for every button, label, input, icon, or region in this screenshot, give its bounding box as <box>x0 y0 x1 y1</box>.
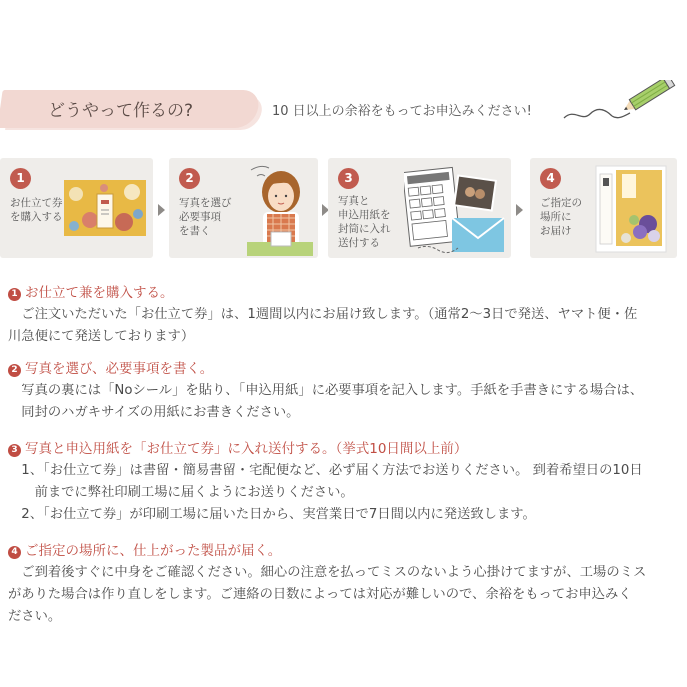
step-bullet: 3 <box>8 444 21 457</box>
step-label: お仕立て券 を購入する <box>10 197 63 223</box>
step-detail-heading-text: ご指定の場所に、仕上がった製品が届く。 <box>25 543 282 559</box>
arrow-right-icon <box>158 204 165 216</box>
step-label: ご指定の 場所に お届け <box>540 197 582 237</box>
step-bullet: 4 <box>8 546 21 559</box>
step-card-2 <box>169 158 318 258</box>
step-bullet: 2 <box>8 364 21 377</box>
step-detail-line: ご注文いただいた「お仕立て券」は、1週間以内にお届け致します。（通常2〜3日で発送、ヤマト便・佐 <box>8 307 638 322</box>
finished-product-illustration <box>594 164 668 254</box>
step-detail-heading-text: お仕立て兼を購入する。 <box>25 285 174 301</box>
section-subtitle: 10 日以上の余裕をもってお申込みください! <box>272 104 532 119</box>
arrow-right-icon <box>516 204 523 216</box>
step-detail-line: 2、「お仕立て券」が印刷工場に届いた日から、実営業日で7日間以内に発送致します。 <box>8 507 536 522</box>
step-detail-line: 写真の裏には「Noシール」を貼り、「申込用紙」に必要事項を記入します。手紙を手書きにする場合は、 <box>8 383 644 398</box>
step-number: 3 <box>338 168 359 189</box>
step-detail-line: 同封のハガキサイズの用紙にお書きください。 <box>8 405 300 420</box>
step-detail-heading <box>8 438 680 460</box>
step-detail-line: ご到着後すぐに中身をご確認ください。細心の注意を払ってミスのないよう心掛けてますが、工場のミス <box>8 565 647 580</box>
step-detail-heading <box>8 540 680 562</box>
step-card-1 <box>0 158 153 258</box>
step-detail-line: 1、「お仕立て券」は書留・簡易書留・宅配便など、必ず届く方法でお送りください。 到着希望日の10日 <box>8 463 643 478</box>
process-steps <box>0 158 687 262</box>
step-detail-line: ださい。 <box>8 609 62 624</box>
step-number: 4 <box>540 168 561 189</box>
step-detail-heading-text: 写真と申込用紙を「お仕立て券」に入れ送付する。（挙式10日間以上前） <box>25 441 468 457</box>
step-number: 1 <box>10 168 31 189</box>
step-bullet: 1 <box>8 288 21 301</box>
step-card-3 <box>328 158 511 258</box>
step-label: 写真を選び 必要事項 を書く <box>179 197 232 237</box>
step-detail-4 <box>8 540 680 628</box>
step-number: 2 <box>179 168 200 189</box>
step-card-4 <box>530 158 677 258</box>
step-detail-heading-text: 写真を選び、必要事項を書く。 <box>25 361 214 377</box>
step-label: 写真と 申込用紙を 封筒に入れ 送付する <box>338 195 391 249</box>
section-title: どうやって作るの? <box>48 101 194 121</box>
step-detail-heading <box>8 282 680 304</box>
envelope-form-illustration <box>404 164 508 256</box>
woman-writing-illustration <box>241 162 317 258</box>
step-detail-line: がありた場合は作り直しをします。ご連絡の日数によっては対応が難しいので、余裕をもってお申込みく <box>8 587 632 602</box>
step-detail-heading <box>8 358 680 380</box>
step-detail-3 <box>8 438 680 526</box>
step-detail-line: 前までに弊社印刷工場に届くようにお送りください。 <box>8 485 354 500</box>
step-detail-1 <box>8 282 680 348</box>
step-detail-2 <box>8 358 680 424</box>
pencil-icon <box>560 80 680 140</box>
how-it-works-header <box>0 80 687 140</box>
step-detail-line: 川急便にて発送しております） <box>8 329 195 344</box>
gift-voucher-illustration <box>64 180 146 236</box>
